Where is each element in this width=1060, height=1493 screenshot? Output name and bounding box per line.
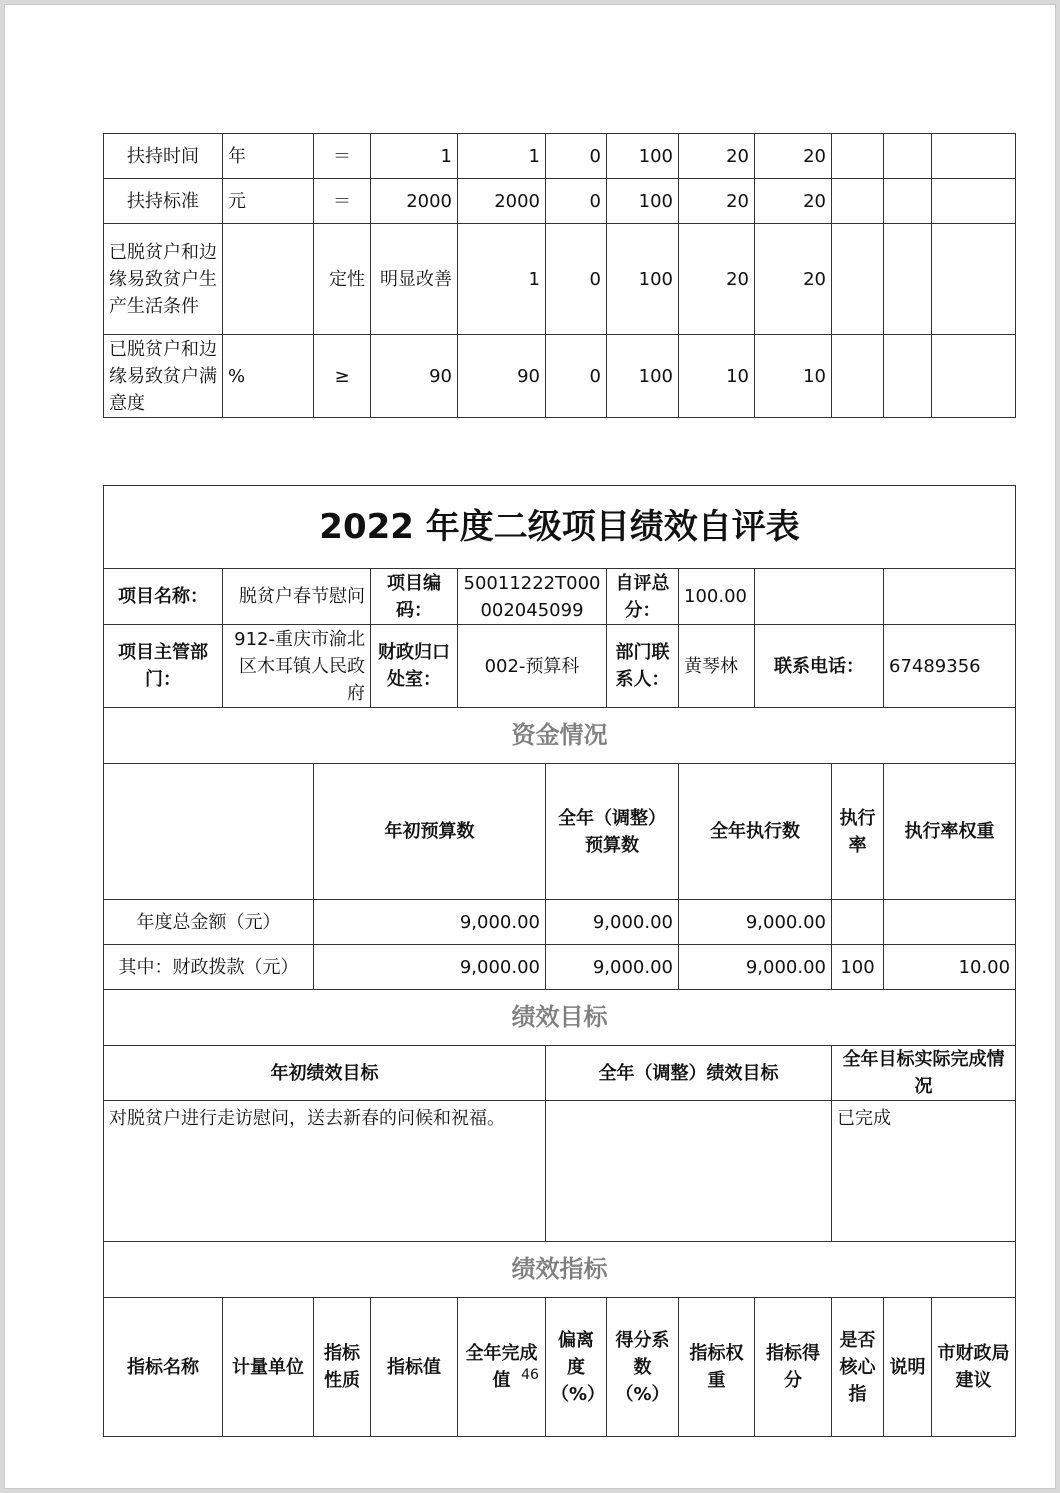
goal-actual-text: 已完成 [832, 1101, 1016, 1242]
indicator-deviation: 0 [546, 134, 607, 179]
indicator-weight: 20 [679, 224, 755, 335]
contact-label: 部门联系人： [607, 625, 679, 708]
project-code-label: 项目编码： [371, 569, 458, 625]
project-name-label: 项目名称： [104, 569, 223, 625]
funds-header-adjusted: 全年（调整）预算数 [546, 764, 679, 900]
indicator-name: 扶持标准 [104, 179, 223, 224]
finance-office-label: 财政归口处室： [371, 625, 458, 708]
phone-value: 67489356 [884, 625, 1016, 708]
ind-header-value: 指标值 [371, 1298, 458, 1437]
table-row [104, 945, 1016, 990]
funds-adjusted: 9,000.00 [546, 945, 679, 990]
indicator-nature: ＝ [314, 179, 371, 224]
empty-cell [755, 569, 884, 625]
indicator-note [884, 335, 932, 418]
goals-header-actual: 全年目标实际完成情况 [832, 1046, 1016, 1101]
phone-label: 联系电话： [755, 625, 884, 708]
indicator-weight: 20 [679, 179, 755, 224]
funds-rate-weight [884, 900, 1016, 945]
indicator-score: 20 [755, 224, 832, 335]
funds-row-label: 其中：财政拨款（元） [104, 945, 314, 990]
indicator-advice [932, 335, 1016, 418]
dept-label: 项目主管部门： [104, 625, 223, 708]
contact-value: 黄琴林 [679, 625, 755, 708]
finance-office-value: 002-预算科 [458, 625, 607, 708]
goal-adjusted-text [546, 1101, 832, 1242]
indicator-nature: ＝ [314, 134, 371, 179]
indicator-note [884, 134, 932, 179]
indicator-advice [932, 179, 1016, 224]
indicator-score: 10 [755, 335, 832, 418]
goals-header-adjusted: 全年（调整）绩效目标 [546, 1046, 832, 1101]
empty-cell [884, 569, 1016, 625]
ind-header-core: 是否核心指 [832, 1298, 884, 1437]
funds-section-title: 资金情况 [104, 708, 1016, 764]
funds-header-rate-weight: 执行率权重 [884, 764, 1016, 900]
indicators-section-title: 绩效指标 [104, 1242, 1016, 1298]
ind-header-note: 说明 [884, 1298, 932, 1437]
indicator-score: 20 [755, 179, 832, 224]
ind-header-advice: 市财政局建议 [932, 1298, 1016, 1437]
self-evaluation-form [103, 485, 1016, 1437]
indicator-core [832, 179, 884, 224]
ind-header-name: 指标名称 [104, 1298, 223, 1437]
goals-section-title: 绩效目标 [104, 990, 1016, 1046]
funds-header-rate: 执行率 [832, 764, 884, 900]
funds-row-label: 年度总金额（元） [104, 900, 314, 945]
indicator-coef: 100 [607, 134, 679, 179]
indicator-unit [223, 224, 314, 335]
self-score-label: 自评总分： [607, 569, 679, 625]
indicator-coef: 100 [607, 335, 679, 418]
indicator-core [832, 134, 884, 179]
indicator-target: 1 [371, 134, 458, 179]
indicator-name: 扶持时间 [104, 134, 223, 179]
funds-header-initial: 年初预算数 [314, 764, 546, 900]
funds-rate-weight: 10.00 [884, 945, 1016, 990]
funds-initial: 9,000.00 [314, 900, 546, 945]
indicator-nature: ≥ [314, 335, 371, 418]
empty-cell [104, 764, 314, 900]
indicator-actual: 90 [458, 335, 546, 418]
indicator-unit: % [223, 335, 314, 418]
indicator-weight: 20 [679, 134, 755, 179]
indicator-core [832, 224, 884, 335]
indicator-advice [932, 134, 1016, 179]
indicator-deviation: 0 [546, 224, 607, 335]
indicator-name: 已脱贫户和边缘易致贫户生产生活条件 [104, 224, 223, 335]
indicator-coef: 100 [607, 179, 679, 224]
indicator-target: 90 [371, 335, 458, 418]
funds-adjusted: 9,000.00 [546, 900, 679, 945]
funds-executed: 9,000.00 [679, 945, 832, 990]
indicator-deviation: 0 [546, 179, 607, 224]
project-code: 50011222T000002045099 [458, 569, 607, 625]
ind-header-score: 指标得分 [755, 1298, 832, 1437]
indicator-unit: 年 [223, 134, 314, 179]
indicator-note [884, 224, 932, 335]
funds-rate: 100 [832, 945, 884, 990]
indicator-coef: 100 [607, 224, 679, 335]
funds-rate [832, 900, 884, 945]
indicator-target: 明显改善 [371, 224, 458, 335]
table-row [104, 335, 1016, 418]
table-row [104, 900, 1016, 945]
ind-header-completed: 全年完成值 [458, 1298, 546, 1437]
ind-header-coef: 得分系数（%） [607, 1298, 679, 1437]
indicator-target: 2000 [371, 179, 458, 224]
funds-executed: 9,000.00 [679, 900, 832, 945]
dept-value: 912-重庆市渝北区木耳镇人民政府 [223, 625, 371, 708]
document-page [4, 4, 1056, 1489]
indicator-actual: 2000 [458, 179, 546, 224]
funds-header-executed: 全年执行数 [679, 764, 832, 900]
indicator-core [832, 335, 884, 418]
ind-header-deviation: 偏离度（%） [546, 1298, 607, 1437]
table-row [104, 224, 1016, 335]
indicator-unit: 元 [223, 179, 314, 224]
indicator-score: 20 [755, 134, 832, 179]
table-row [104, 134, 1016, 179]
indicator-actual: 1 [458, 134, 546, 179]
funds-initial: 9,000.00 [314, 945, 546, 990]
table-row [104, 179, 1016, 224]
indicator-continuation-table [103, 133, 1016, 418]
indicator-advice [932, 224, 1016, 335]
indicator-note [884, 179, 932, 224]
indicator-weight: 10 [679, 335, 755, 418]
ind-header-nature: 指标性质 [314, 1298, 371, 1437]
indicator-nature: 定性 [314, 224, 371, 335]
indicator-deviation: 0 [546, 335, 607, 418]
goal-initial-text: 对脱贫户进行走访慰问，送去新春的问候和祝福。 [104, 1101, 546, 1242]
ind-header-unit: 计量单位 [223, 1298, 314, 1437]
self-score: 100.00 [679, 569, 755, 625]
indicator-name: 已脱贫户和边缘易致贫户满意度 [104, 335, 223, 418]
page-number: 46 [521, 1367, 539, 1383]
goals-header-initial: 年初绩效目标 [104, 1046, 546, 1101]
indicator-actual: 1 [458, 224, 546, 335]
ind-header-weight: 指标权重 [679, 1298, 755, 1437]
form-title: 2022 年度二级项目绩效自评表 [104, 486, 1016, 569]
project-name: 脱贫户春节慰问 [223, 569, 371, 625]
